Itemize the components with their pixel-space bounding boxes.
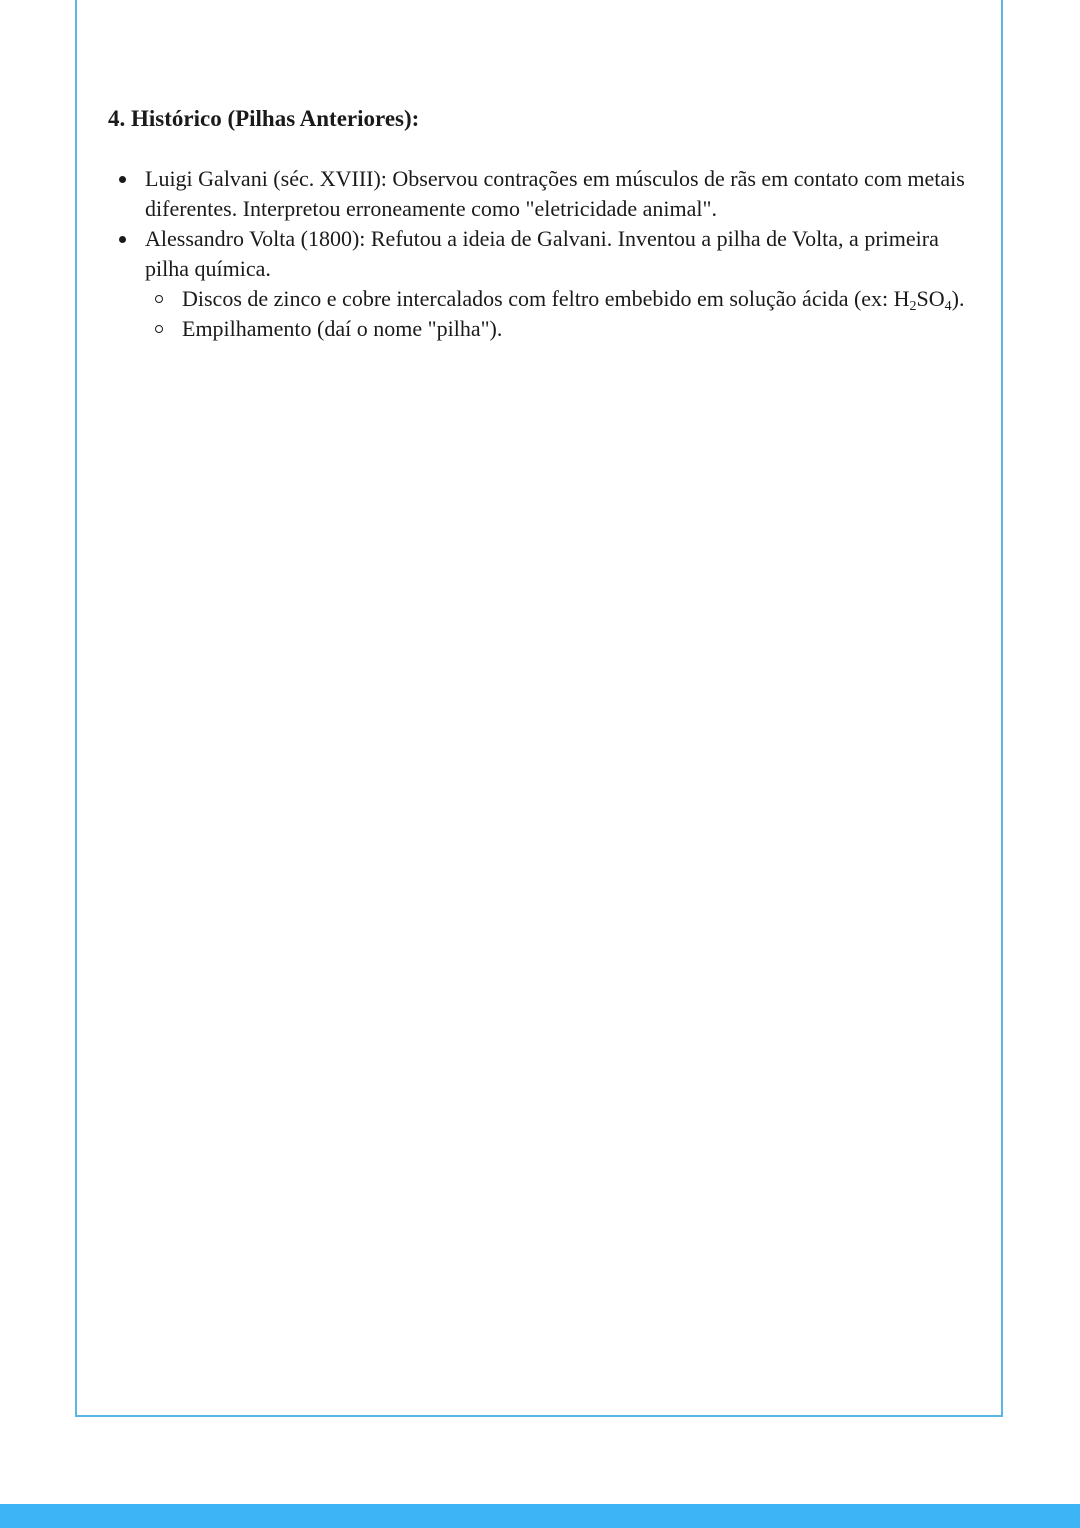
sublist-item-empilhamento — [145, 314, 978, 344]
hollow-bullet-icon — [155, 325, 163, 333]
list-item-volta — [108, 224, 978, 344]
sublist-item-text: Empilhamento (daí o nome "pilha"). — [182, 316, 503, 341]
subscript-4: 4 — [944, 299, 952, 314]
sublist-item-discos — [145, 284, 978, 314]
sublist-item-text-mid: SO — [916, 286, 945, 311]
list-item-text: Luigi Galvani (séc. XVIII): Observou contrações em músculos de rãs em contato com metais diferentes. Interpretou erroneamente como "eletricidade animal". — [145, 166, 965, 221]
sublist-item-text-after: ). — [951, 286, 965, 311]
subscript-2: 2 — [909, 299, 917, 314]
section-heading: 4. Histórico (Pilhas Anteriores): — [108, 106, 420, 131]
filled-bullet-icon — [119, 236, 126, 243]
history-list — [108, 164, 978, 344]
volta-sublist — [145, 284, 978, 344]
sublist-item-text-before: Discos de zinco e cobre intercalados com feltro embebido em solução ácida (ex: H — [182, 286, 910, 311]
list-item-galvani — [108, 164, 978, 224]
filled-bullet-icon — [119, 176, 126, 183]
hollow-bullet-icon — [155, 295, 163, 303]
document-content — [108, 104, 978, 344]
bottom-accent-bar — [0, 1504, 1080, 1528]
list-item-text: Alessandro Volta (1800): Refutou a ideia de Galvani. Inventou a pilha de Volta, a primeira pilha química. — [145, 226, 939, 281]
